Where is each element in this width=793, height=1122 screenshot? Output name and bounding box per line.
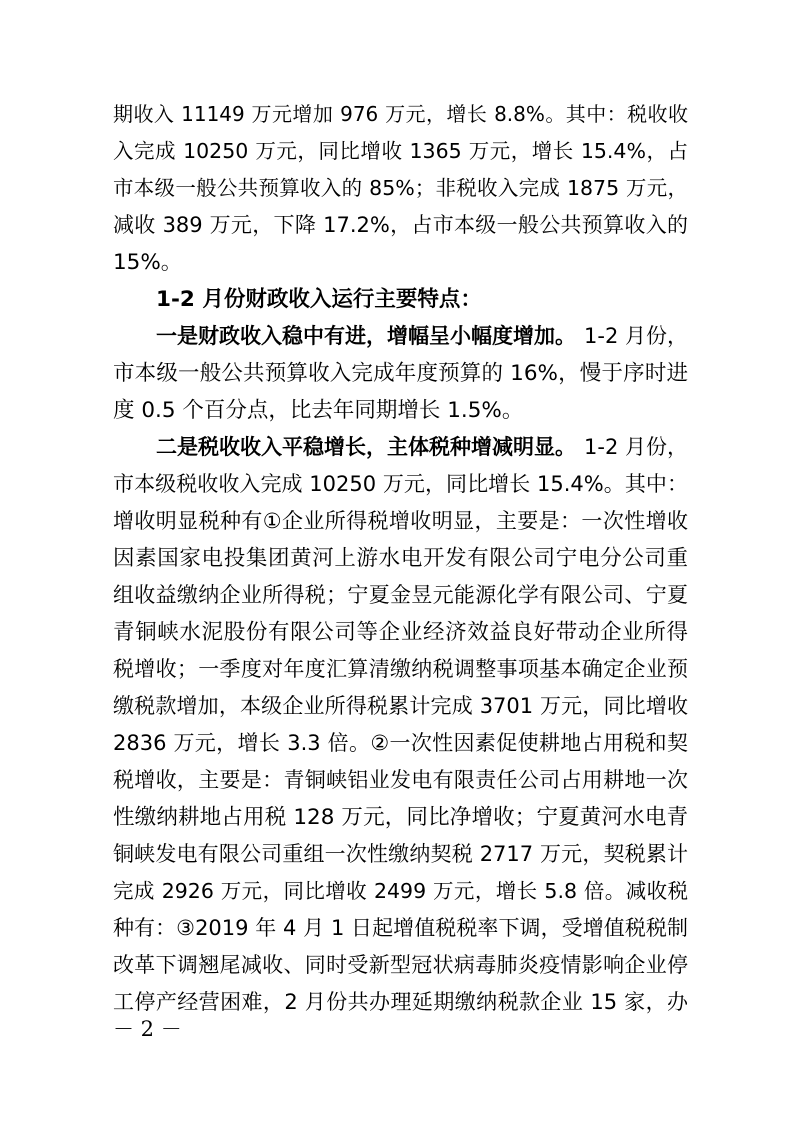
text-line: 2836 万元，增长 3.3 倍。②一次性因素促使耕地占用税和契 bbox=[113, 731, 688, 755]
page-number: － 2 － bbox=[113, 1017, 182, 1041]
paragraph-point-one bbox=[113, 318, 688, 429]
text-line: 性缴纳耕地占用税 128 万元，同比净增收；宁夏黄河水电青 bbox=[113, 805, 688, 830]
text-line: 市本级一般公共预算收入的 85%；非税收入完成 1875 万元， bbox=[113, 176, 688, 200]
text-line: 工停产经营困难，2 月份共办理延期缴纳税款企业 15 家，办 bbox=[113, 990, 688, 1014]
text-line: 改革下调翘尾减收、同时受新型冠状病毒肺炎疫情影响企业停 bbox=[113, 953, 688, 977]
text-line: 期收入 11149 万元增加 976 万元，增长 8.8%。其中：税收收 bbox=[113, 102, 688, 126]
text-line: 市本级一般公共预算收入完成年度预算的 16%，慢于序时进 bbox=[113, 361, 688, 386]
text-line: 缴税款增加，本级企业所得税累计完成 3701 万元，同比增收 bbox=[113, 694, 688, 718]
paragraph-point-two bbox=[113, 429, 688, 1021]
document-body bbox=[113, 96, 688, 1021]
text-line: 铜峡发电有限公司重组一次性缴纳契税 2717 万元，契税累计 bbox=[113, 842, 688, 866]
paragraph-revenue-summary bbox=[113, 96, 688, 281]
point-one-rest: 1-2 月份， bbox=[584, 324, 688, 348]
text-line: 入完成 10250 万元，同比增收 1365 万元，增长 15.4%，占 bbox=[113, 139, 688, 163]
point-two-rest: 1-2 月份， bbox=[584, 435, 688, 459]
text-line: 15%。 bbox=[113, 250, 183, 275]
text-line: 市本级税收收入完成 10250 万元，同比增长 15.4%。其中： bbox=[113, 472, 688, 496]
paragraph-characteristics-heading bbox=[113, 281, 688, 318]
point-two-lead: 二是税收收入平稳增长，主体税种增减明显。 bbox=[156, 435, 576, 459]
point-one-lead: 一是财政收入稳中有进，增幅呈小幅度增加。 bbox=[156, 324, 576, 348]
text-line-first bbox=[113, 318, 688, 355]
text-line: 减收 389 万元，下降 17.2%，占市本级一般公共预算收入的 bbox=[113, 213, 688, 237]
text-line: 种有：③2019 年 4 月 1 日起增值税税率下调，受增值税税制 bbox=[113, 916, 688, 940]
section-heading bbox=[113, 281, 688, 318]
text-line: 组收益缴纳企业所得税；宁夏金昱元能源化学有限公司、宁夏 bbox=[113, 583, 688, 607]
text-line: 度 0.5 个百分点，比去年同期增长 1.5%。 bbox=[113, 398, 524, 423]
text-line: 因素国家电投集团黄河上游水电开发有限公司宁电分公司重 bbox=[113, 546, 688, 571]
text-line: 税增收，主要是：青铜峡铝业发电有限责任公司占用耕地一次 bbox=[113, 768, 688, 792]
text-line: 完成 2926 万元，同比增收 2499 万元，增长 5.8 倍。减收税 bbox=[113, 879, 688, 903]
text-line-first bbox=[113, 429, 688, 466]
text-line: 增收明显税种有①企业所得税增收明显，主要是：一次性增收 bbox=[113, 509, 688, 533]
text-line: 青铜峡水泥股份有限公司等企业经济效益良好带动企业所得 bbox=[113, 620, 688, 645]
heading-text: 1-2 月份财政收入运行主要特点： bbox=[156, 287, 482, 312]
text-line: 税增收；一季度对年度汇算清缴纳税调整事项基本确定企业预 bbox=[113, 657, 688, 681]
